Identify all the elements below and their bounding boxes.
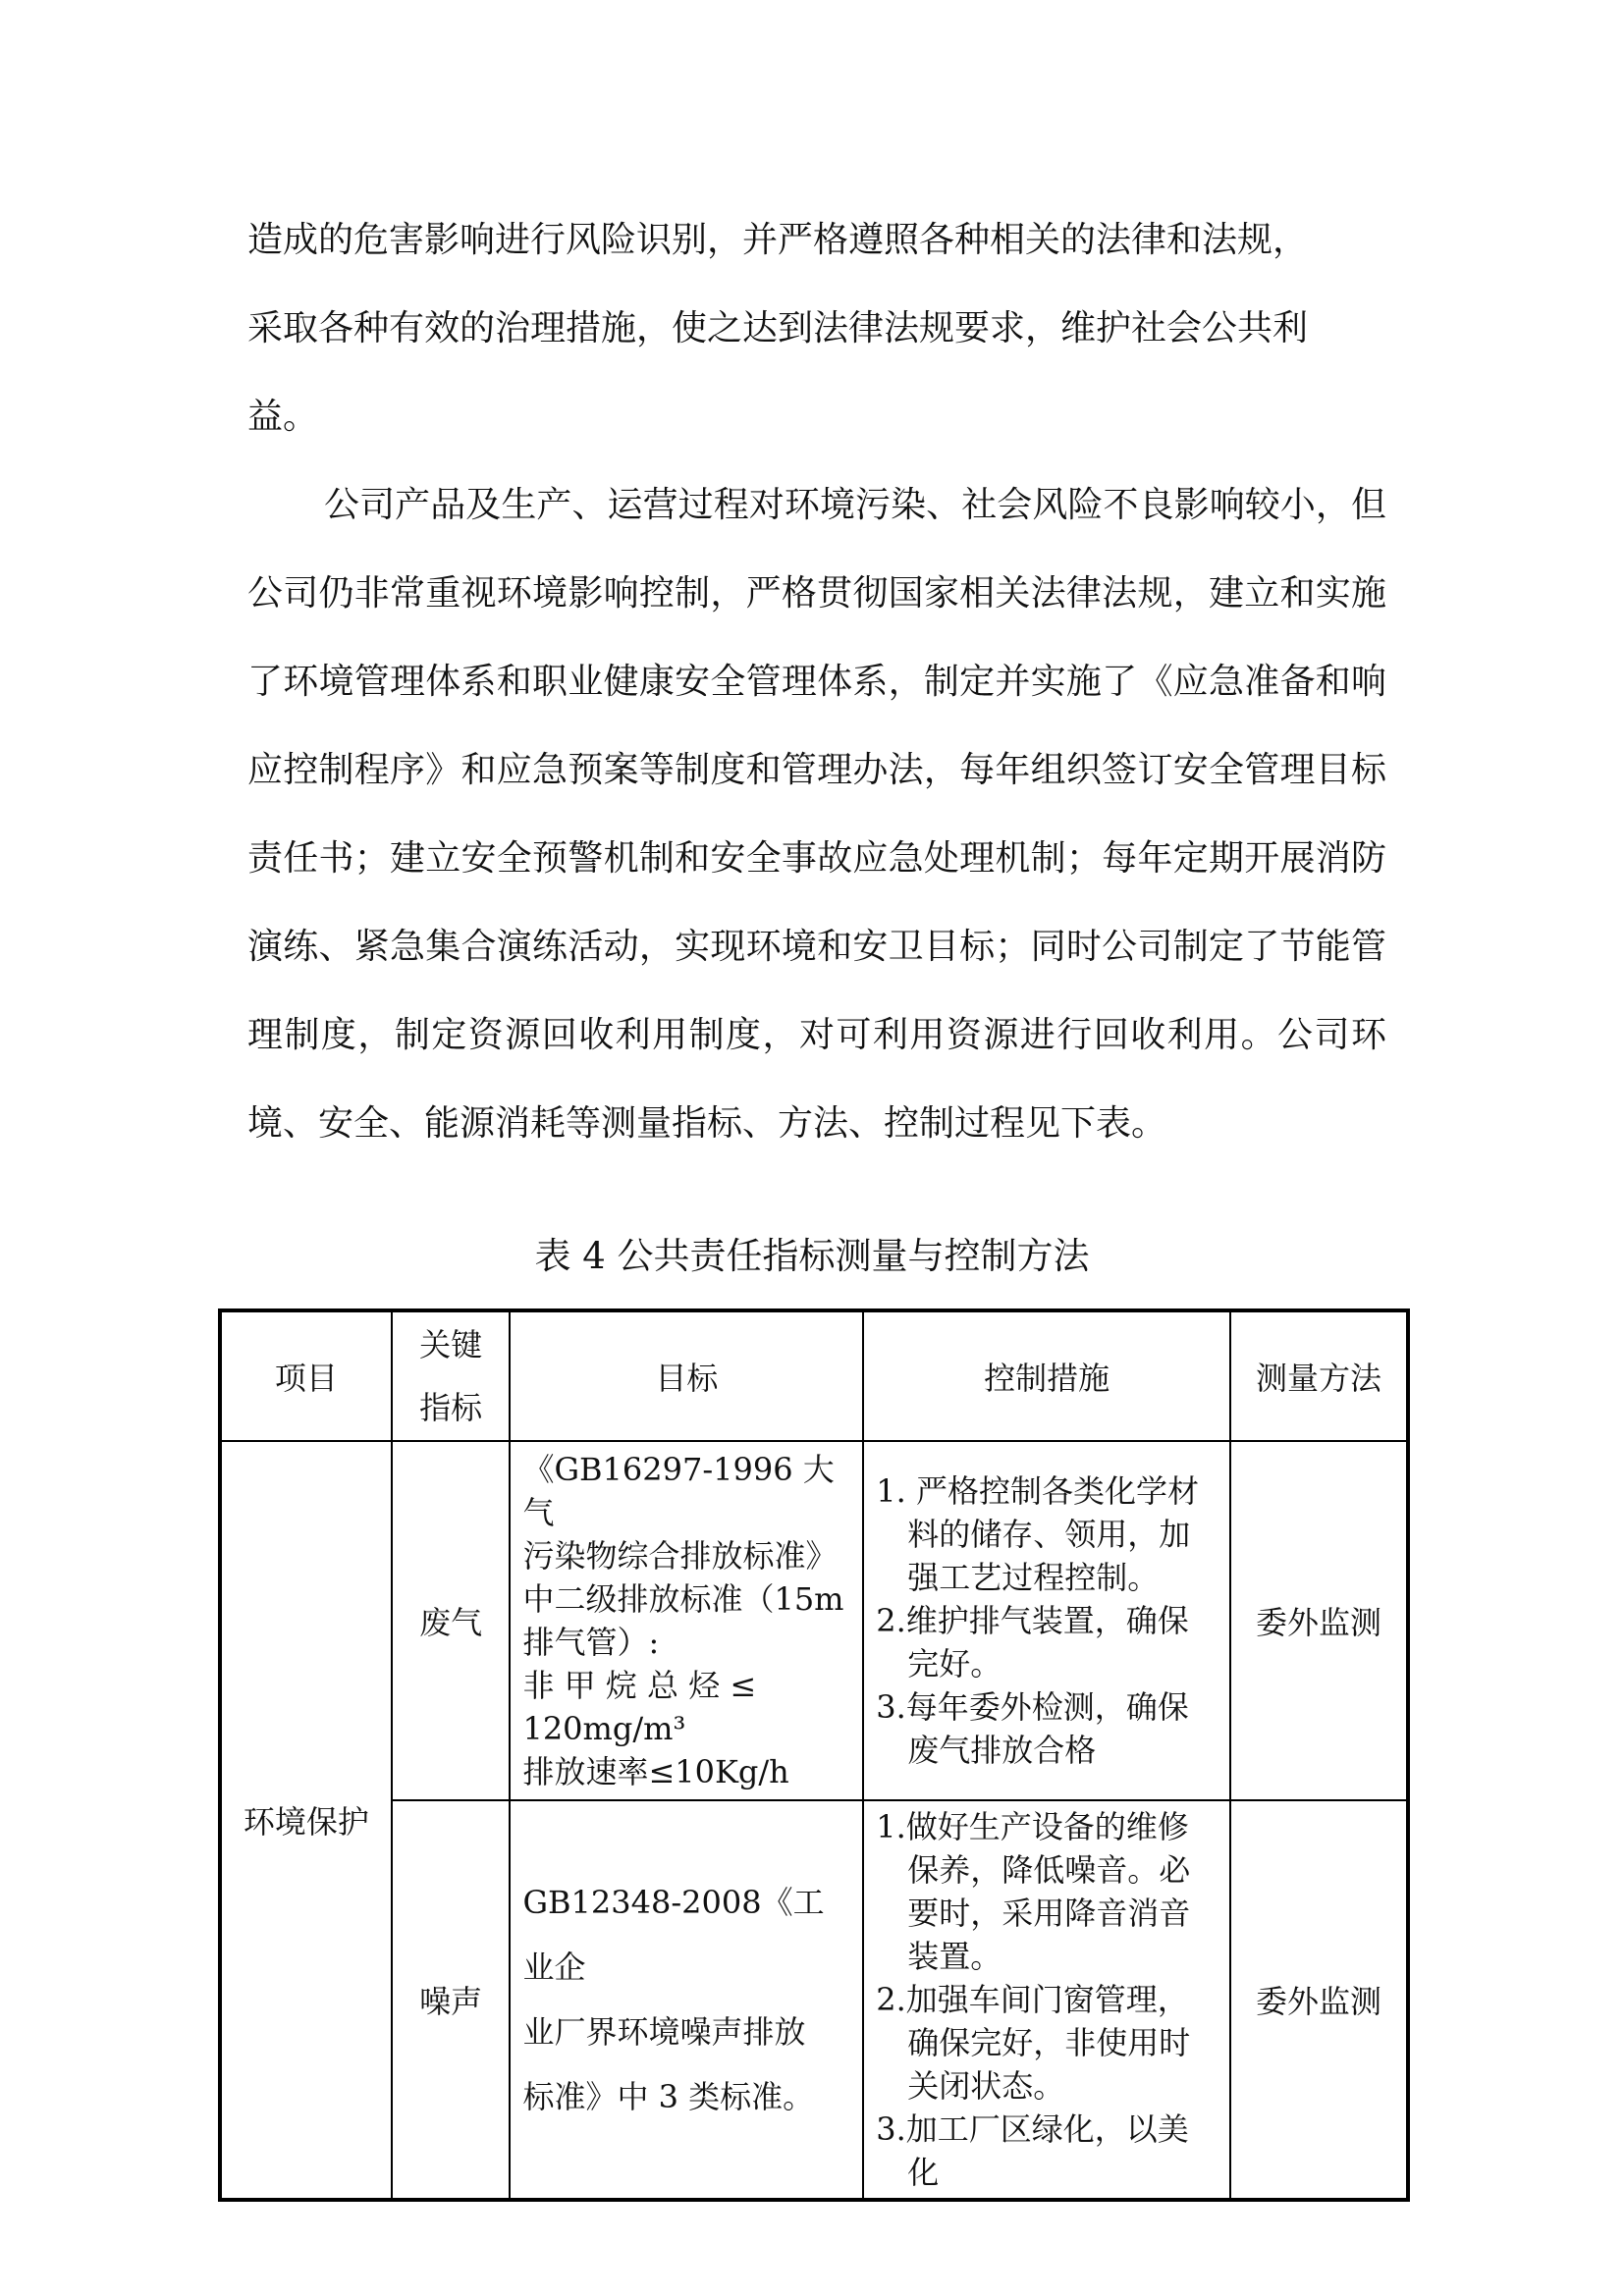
table-caption: 表 4 公共责任指标测量与控制方法 (534, 1235, 1090, 1277)
target-line: GB12348-2008《工业企 (522, 1884, 825, 1986)
paragraph-line: 造成的危害影响进行风险识别，并严格遵照各种相关的法律和法规， (247, 220, 1309, 260)
public-responsibility-table (218, 1308, 1410, 2202)
measure-method-cell: 委外监测 (1230, 1800, 1408, 2200)
paragraph-body: 公司产品及生产、运营过程对环境污染、社会风险不良影响较小，但公司仍非常重视环境影响控制，严格贯彻国家相关法律法规，建立和实施了环境管理体系和职业健康安全管理体系，制定并实施了《应急准备和响应控制程序》和应急预案等制度和管理办法，每年组织签订安全管理目标责任书；建立安全预警机制和安全事故应急处理机制；每年定期开展消防演练、紧急集合演练活动，实现环境和安卫目标；同时公司制定了节能管理制度，制定资源回收利用制度，对可利用资源进行回收利用。公司环境、安全、能源消耗等测量指标、方法、控制过程见下表。 (247, 485, 1386, 1144)
paragraph-continuation (247, 196, 1386, 461)
target-line: 排放速率≤10Kg/h (522, 1753, 789, 1790)
control-measures-cell (863, 1441, 1230, 1800)
table-row (220, 1441, 1408, 1800)
target-line: 污染物综合排放标准》 (522, 1537, 838, 1575)
target-line: 标准》中 3 类标准。 (522, 2078, 815, 2115)
indicator-cell: 噪声 (392, 1800, 511, 2200)
paragraph-line: 采取各种有效的治理措施，使之达到法律法规要求，维护社会公共利 (247, 308, 1309, 348)
header-target: 目标 (510, 1310, 863, 1441)
indicator-cell: 废气 (392, 1441, 511, 1800)
target-cell (510, 1800, 863, 2200)
header-key-indicator-line1: 关键 (419, 1326, 483, 1363)
control-measure-item: 1. 严格控制各类化学材料的储存、领用，加强工艺过程控制。 (876, 1472, 1199, 1596)
target-line: 《GB16297-1996 大气 (522, 1451, 835, 1531)
target-line: 业厂界环境噪声排放 (522, 2013, 806, 2051)
control-measure-item: 2.维护排气装置，确保完好。 (876, 1602, 1189, 1682)
control-measure-item: 1.做好生产设备的维修保养，降低噪音。必要时，采用降音消音装置。 (876, 1808, 1191, 1975)
target-cell (510, 1441, 863, 1800)
control-measure-item: 3.加工厂区绿化，以美化 (876, 2110, 1189, 2191)
group-label-cell: 环境保护 (220, 1441, 392, 2200)
table-header-row (220, 1310, 1408, 1441)
paragraph-line: 益。 (247, 397, 319, 437)
header-item: 项目 (220, 1310, 392, 1441)
control-measure-item: 3.每年委外检测，确保废气排放合格 (876, 1688, 1189, 1769)
control-measure-item: 2.加强车间门窗管理，确保完好，非使用时关闭状态。 (876, 1981, 1191, 2105)
target-line: 排气管）: (522, 1624, 660, 1661)
header-key-indicator (392, 1310, 511, 1441)
header-key-indicator-line2: 指标 (419, 1389, 483, 1426)
target-line: 中二级排放标准（15m (522, 1580, 844, 1618)
target-line: 120mg/m³ (522, 1710, 686, 1747)
measure-method-cell: 委外监测 (1230, 1441, 1408, 1800)
header-control: 控制措施 (863, 1310, 1230, 1441)
target-line: 非 甲 烷 总 烃 ≤ (522, 1667, 757, 1704)
control-measures-cell (863, 1800, 1230, 2200)
table-row (220, 1800, 1408, 2200)
header-measure: 测量方法 (1230, 1310, 1408, 1441)
